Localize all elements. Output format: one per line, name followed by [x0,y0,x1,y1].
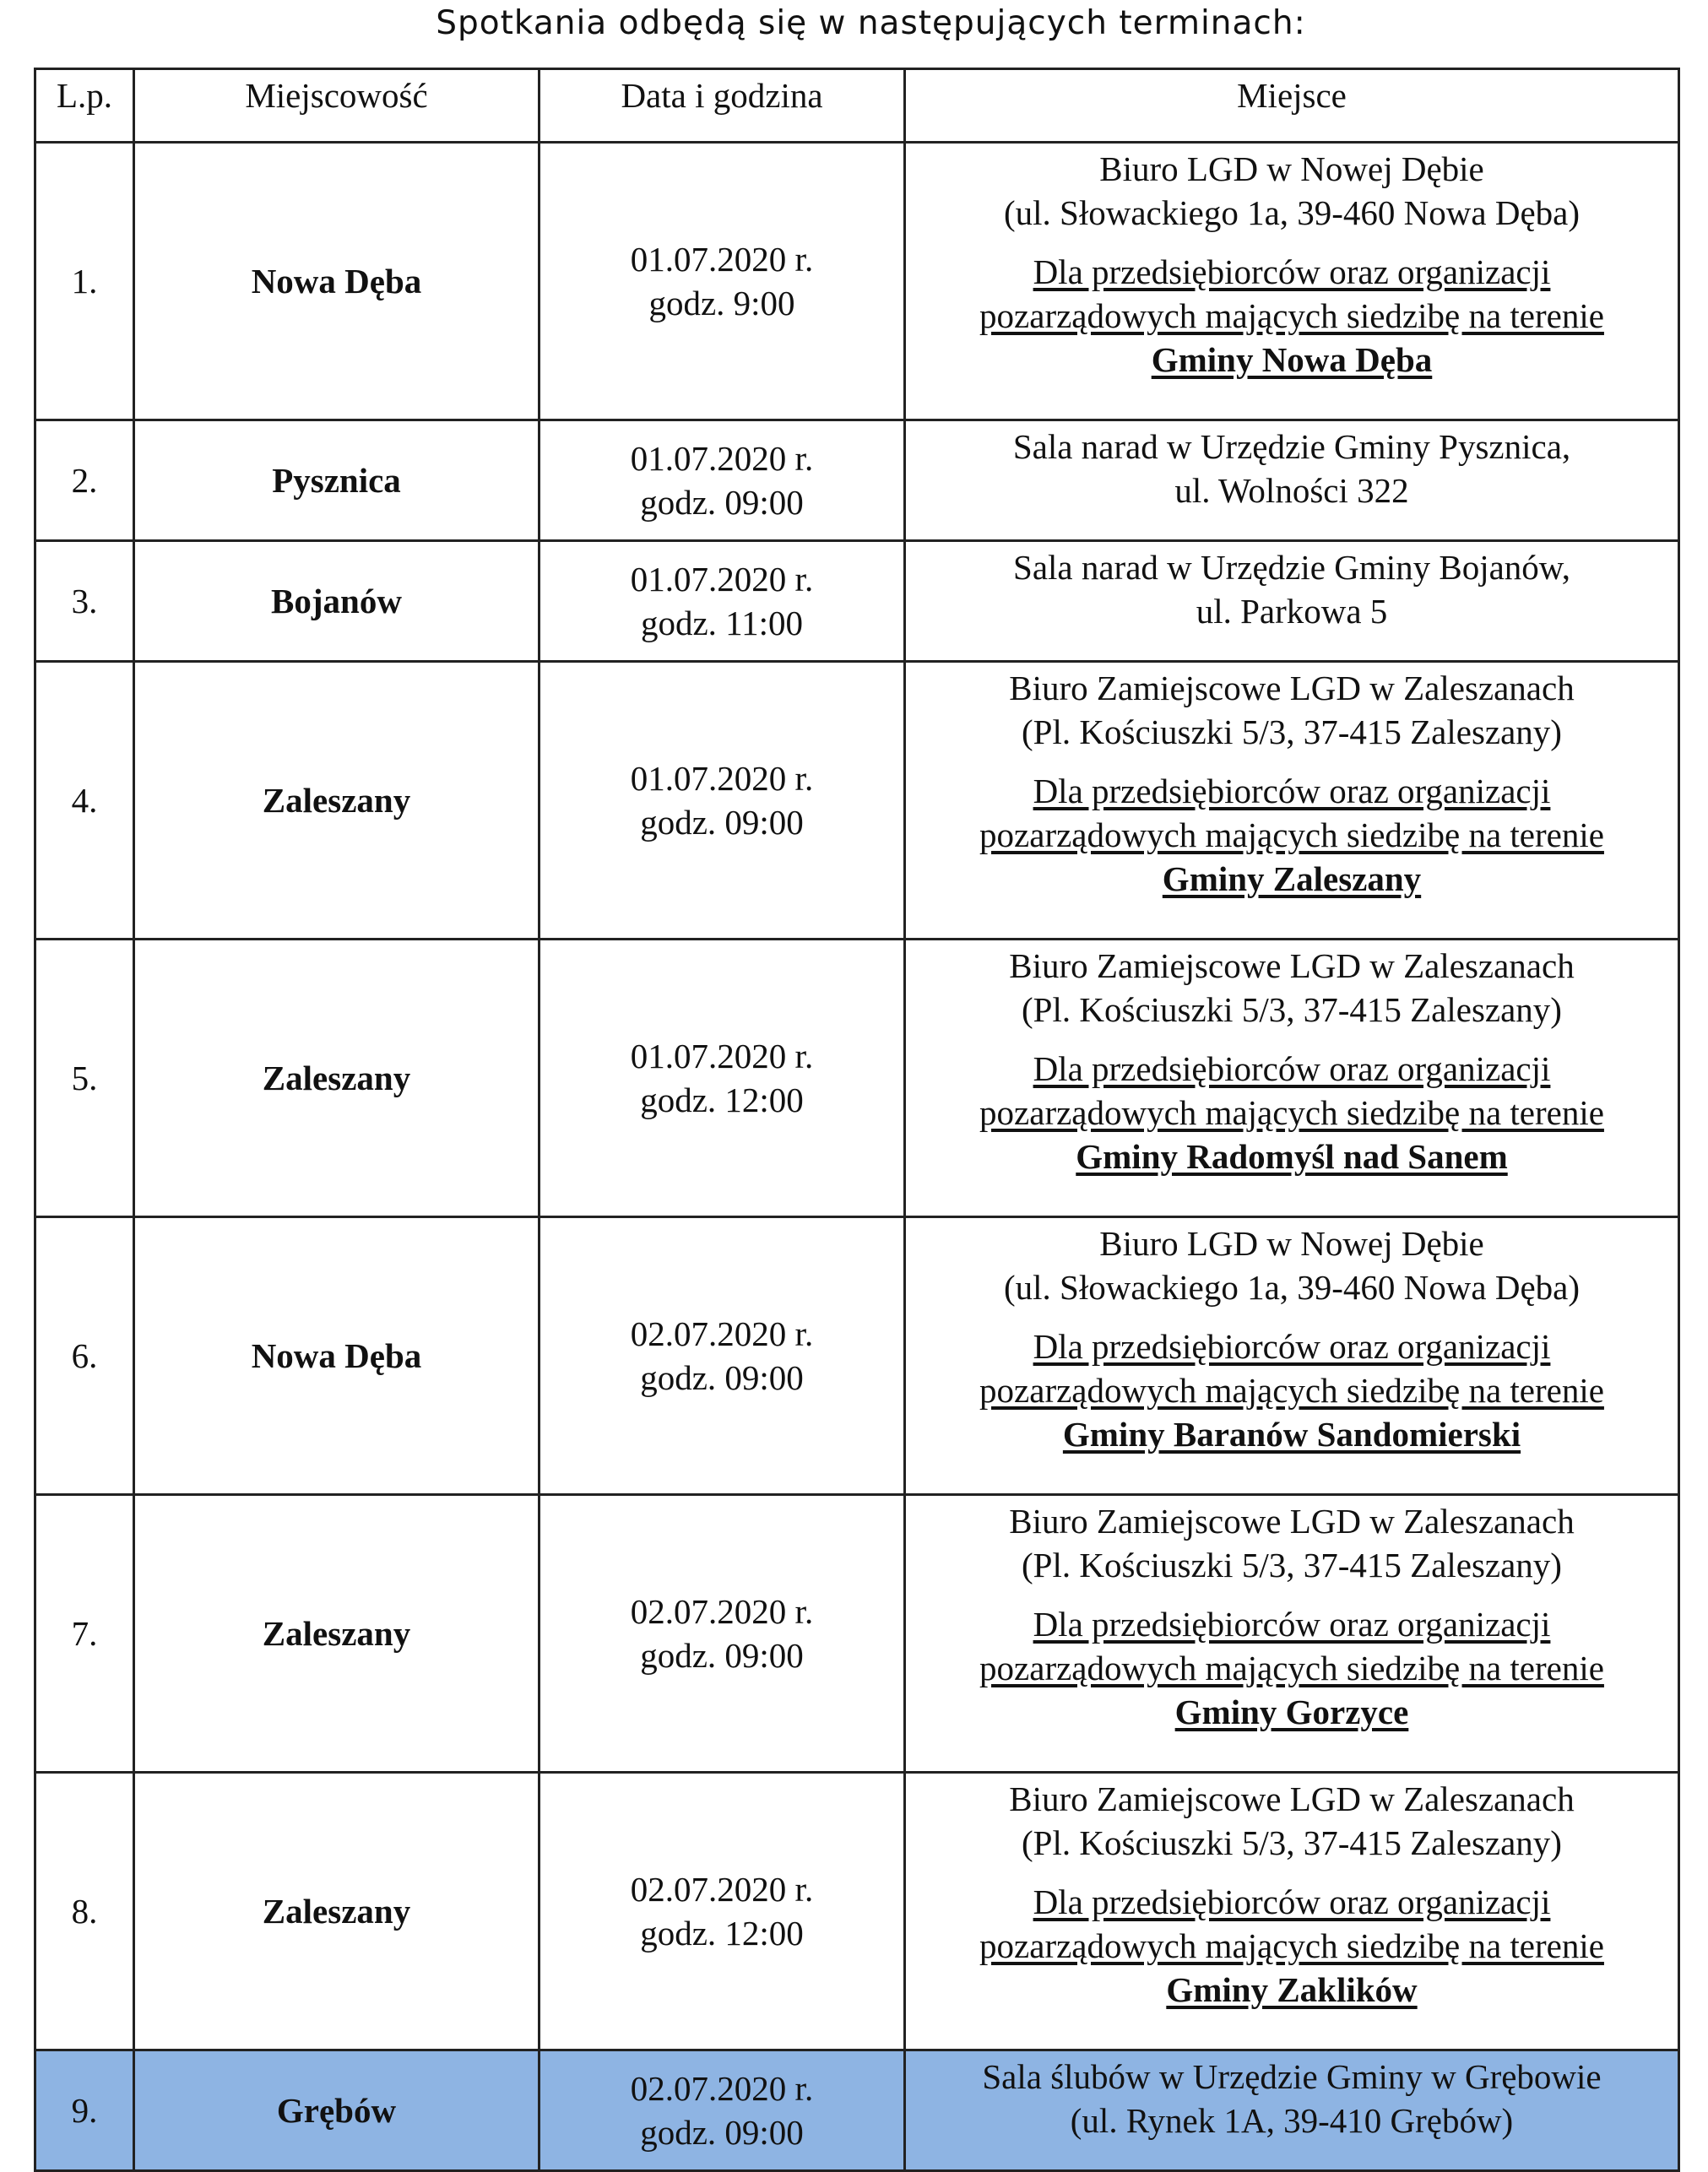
place-address: (Pl. Kościuszki 5/3, 37-415 Zaleszany) [1022,1546,1562,1584]
row-place [905,143,1679,420]
header-date-time: Data i godzina [540,69,905,143]
note-line: Dla przedsiębiorców oraz organizacji [1033,1049,1551,1088]
place-name: Sala ślubów w Urzędzie Gminy w Grębowie [982,2057,1602,2096]
row-time: godz. 9:00 [648,284,795,322]
row-town: Zaleszany [134,1773,540,2050]
table-row [35,1773,1679,2050]
table-row [35,143,1679,420]
row-number: 2. [35,420,134,541]
row-date-time [540,541,905,662]
row-place [905,1495,1679,1773]
row-date: 02.07.2020 r. [630,1870,814,1909]
header-place: Miejsce [905,69,1679,143]
row-date: 01.07.2020 r. [630,759,814,798]
row-time: godz. 09:00 [640,803,804,842]
row-place [905,1773,1679,2050]
row-date-time [540,1217,905,1495]
place-address: ul. Wolności 322 [1174,471,1409,510]
row-time: godz. 09:00 [640,483,804,522]
row-town: Grębów [134,2050,540,2171]
eligibility-note [913,1324,1671,1456]
row-town: Pysznica [134,420,540,541]
gmina-name: Gminy Zaklików [1166,1970,1418,2009]
row-number: 5. [35,940,134,1217]
place-name: Biuro Zamiejscowe LGD w Zaleszanach [1009,669,1575,707]
row-number: 1. [35,143,134,420]
table-header-row [35,69,1679,143]
header-lp: L.p. [35,69,134,143]
row-town: Zaleszany [134,1495,540,1773]
place-name: Biuro Zamiejscowe LGD w Zaleszanach [1009,1779,1575,1818]
table-row [35,420,1679,541]
row-date-time [540,662,905,940]
gmina-name: Gminy Nowa Dęba [1151,340,1433,379]
note-line: Dla przedsiębiorców oraz organizacji [1033,1605,1551,1644]
place-name: Biuro LGD w Nowej Dębie [1099,149,1484,188]
eligibility-note [913,1047,1671,1178]
row-number: 3. [35,541,134,662]
note-line: pozarządowych mających siedzibę na terenie [979,1649,1604,1687]
place-name: Biuro Zamiejscowe LGD w Zaleszanach [1009,946,1575,985]
row-date: 01.07.2020 r. [630,560,814,599]
row-town: Nowa Dęba [134,1217,540,1495]
row-number: 7. [35,1495,134,1773]
row-date: 01.07.2020 r. [630,439,814,478]
row-number: 8. [35,1773,134,2050]
row-number: 9. [35,2050,134,2171]
place-name: Biuro LGD w Nowej Dębie [1099,1224,1484,1263]
table-row [35,541,1679,662]
place-address: (ul. Słowackiego 1a, 39-460 Nowa Dęba) [1003,1268,1580,1307]
row-date: 02.07.2020 r. [630,1592,814,1631]
table-row [35,940,1679,1217]
note-line: pozarządowych mających siedzibę na terenie [979,1093,1604,1132]
note-line: Dla przedsiębiorców oraz organizacji [1033,1327,1551,1366]
note-line: pozarządowych mających siedzibę na terenie [979,815,1604,854]
row-town: Zaleszany [134,940,540,1217]
eligibility-note [913,250,1671,382]
row-time: godz. 11:00 [640,604,804,642]
row-number: 4. [35,662,134,940]
row-number: 6. [35,1217,134,1495]
row-town: Nowa Dęba [134,143,540,420]
note-line: Dla przedsiębiorców oraz organizacji [1033,772,1551,810]
meetings-table [34,68,1680,2172]
eligibility-note [913,1880,1671,2012]
table-row [35,1495,1679,1773]
table-row [35,662,1679,940]
row-time: godz. 09:00 [640,1358,804,1397]
gmina-name: Gminy Baranów Sandomierski [1062,1415,1521,1454]
row-date-time [540,1495,905,1773]
row-date-time [540,940,905,1217]
row-date: 01.07.2020 r. [630,240,814,279]
row-place [905,541,1679,662]
note-line: pozarządowych mających siedzibę na terenie [979,1926,1604,1965]
row-time: godz. 09:00 [640,2113,804,2152]
row-date-time [540,2050,905,2171]
place-address: (ul. Rynek 1A, 39-410 Grębów) [1070,2101,1514,2140]
row-place [905,940,1679,1217]
row-place [905,1217,1679,1495]
row-time: godz. 12:00 [640,1914,804,1953]
place-name: Sala narad w Urzędzie Gminy Bojanów, [1013,548,1570,587]
row-date-time [540,1773,905,2050]
table-row-highlighted [35,2050,1679,2171]
row-date: 02.07.2020 r. [630,1314,814,1353]
row-date: 01.07.2020 r. [630,1037,814,1075]
row-time: godz. 09:00 [640,1636,804,1675]
place-address: (Pl. Kościuszki 5/3, 37-415 Zaleszany) [1022,990,1562,1029]
gmina-name: Gminy Zaleszany [1162,859,1422,898]
note-line: Dla przedsiębiorców oraz organizacji [1033,252,1551,291]
row-date: 02.07.2020 r. [630,2069,814,2108]
place-address: (ul. Słowackiego 1a, 39-460 Nowa Dęba) [1003,193,1580,232]
note-line: Dla przedsiębiorców oraz organizacji [1033,1882,1551,1921]
page-title: Spotkania odbędą się w następujących terminach: [436,4,1306,42]
table-row [35,1217,1679,1495]
place-name: Biuro Zamiejscowe LGD w Zaleszanach [1009,1502,1575,1541]
place-address: (Pl. Kościuszki 5/3, 37-415 Zaleszany) [1022,712,1562,751]
row-place [905,2050,1679,2171]
row-town: Bojanów [134,541,540,662]
row-date-time [540,143,905,420]
gmina-name: Gminy Gorzyce [1174,1693,1409,1731]
row-place [905,420,1679,541]
row-town: Zaleszany [134,662,540,940]
note-line: pozarządowych mających siedzibę na terenie [979,1371,1604,1410]
place-address: ul. Parkowa 5 [1196,592,1388,631]
row-date-time [540,420,905,541]
note-line: pozarządowych mających siedzibę na terenie [979,296,1604,335]
place-name: Sala narad w Urzędzie Gminy Pysznica, [1012,427,1571,466]
header-town: Miejscowość [134,69,540,143]
place-address: (Pl. Kościuszki 5/3, 37-415 Zaleszany) [1022,1823,1562,1862]
row-place [905,662,1679,940]
gmina-name: Gminy Radomyśl nad Sanem [1076,1137,1508,1176]
row-time: godz. 12:00 [640,1081,804,1119]
eligibility-note [913,769,1671,901]
eligibility-note [913,1602,1671,1734]
